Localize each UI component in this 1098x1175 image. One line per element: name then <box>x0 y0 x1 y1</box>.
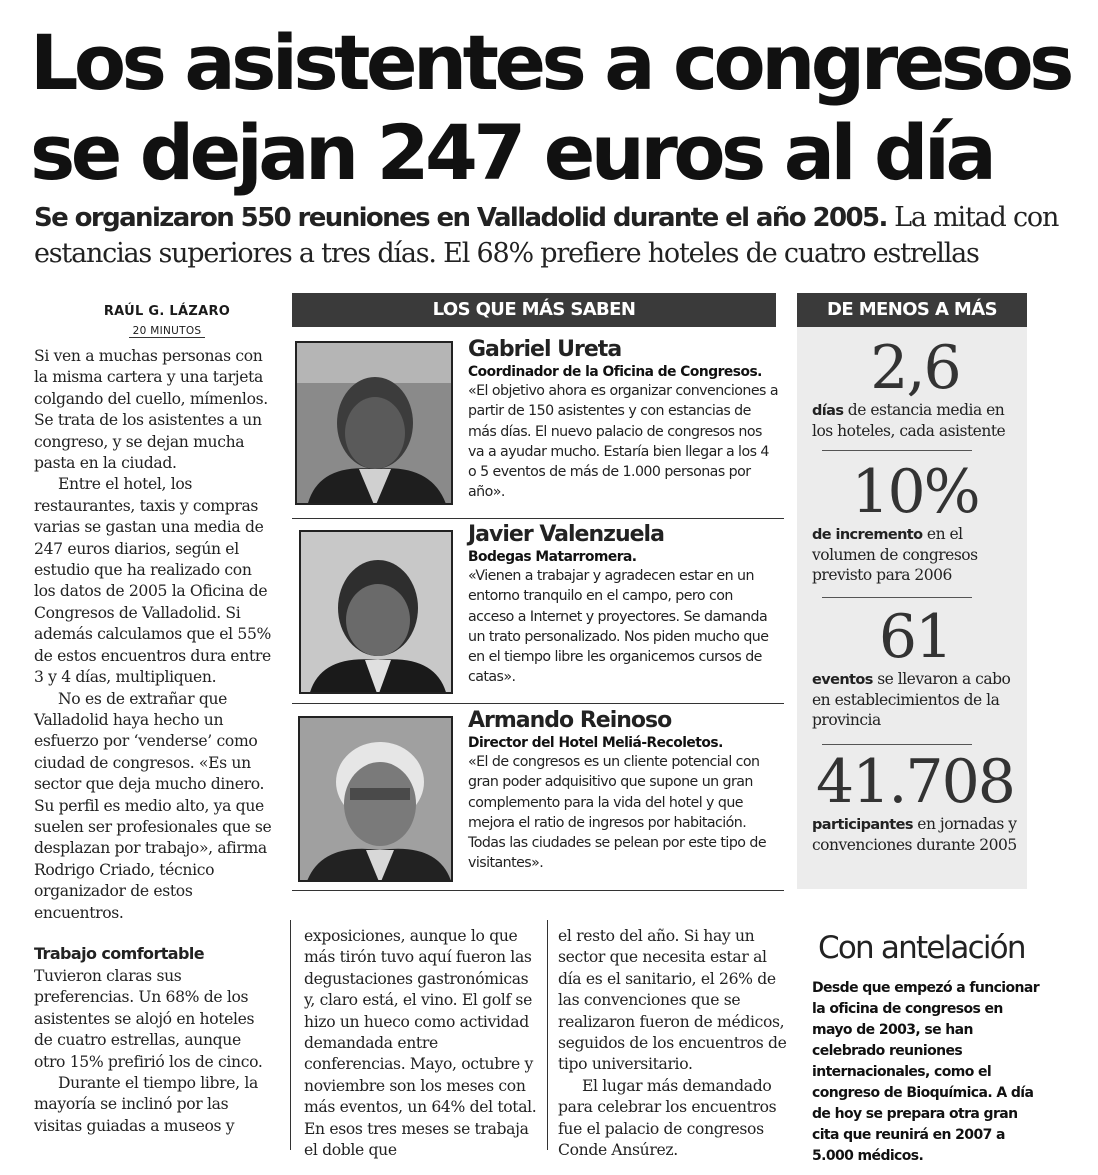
subheadline <box>34 200 1074 272</box>
stat-separator <box>822 450 972 451</box>
stat-bold: participantes <box>812 817 913 833</box>
expert-1 <box>468 337 780 503</box>
portrait-icon <box>297 343 453 505</box>
stat-2 <box>812 457 1018 585</box>
expert-separator <box>292 890 784 891</box>
headline-line-1: Los asistentes a congresos <box>30 18 1070 107</box>
stat-description <box>812 400 1018 441</box>
paragraph: No es de extrañar que Valladolid haya hecho un esfuerzo por ‘venderse’ como ciudad de congresos. «Es un sector que deja mucho dinero. Su perfil es medio alto, ya que suelen ser profesionales que se desplazan por trabajo», afirma Rodrigo Criado, técnico organizador de estos encuentros. <box>34 689 272 922</box>
stat-bold: de incremento <box>812 527 923 543</box>
expert-quote: «Vienen a trabajar y agradecen estar en un entorno tranquilo en el campo, pero con acceso a Internet y proyectores. Se damanda un trato personalizado. Nos piden mucho que en el tiempo libre les organicemos cursos de catas». <box>468 568 769 686</box>
stat-4 <box>812 747 1018 855</box>
stat-separator <box>822 597 972 598</box>
paragraph: exposiciones, aunque lo que más tirón tuvo aquí fueron las degustaciones gastronómicas y, claro está, el vino. El golf se hizo un hueco como actividad demandada entre conferencias. Mayo, octubre y noviembre son los meses con más eventos, un 64% del total. En esos tres meses se trabaja el doble que <box>304 927 537 1160</box>
sidebar-text: Desde que empezó a funcionar la oficina de congresos en mayo de 2003, se han celebrado reuniones internacionales, como el congreso de Bioquímica. A día de hoy se prepara otra gran cita que reunirá en 2007 a 5.000 médicos. <box>812 980 1040 1164</box>
stat-number: 10% <box>851 457 979 527</box>
stat-bold: eventos <box>812 672 873 688</box>
expert-role: Bodegas Matarromera. <box>468 549 637 565</box>
expert-quote: «El de congresos es un cliente potencial con gran poder adquisitivo que supone un gran complemento para la vida del hotel y que mejora el ratio de ingresos por habitación. Todas las ciudades se pelean por este tipo de visitantes». <box>468 754 767 872</box>
stats-bar: DE MENOS A MÁS <box>797 293 1027 327</box>
paragraph: el resto del año. Si hay un sector que necesita estar al día es el sanitario, el 26% de las convenciones que se realizaron fueron de médicos, seguidos de los encuentros de tipo universitario. <box>558 927 787 1074</box>
article-column-1 <box>34 346 272 1137</box>
headline <box>30 18 1070 198</box>
stat-number: 61 <box>878 602 952 672</box>
author: RAÚL G. LÁZARO <box>103 304 231 319</box>
stat-bold: días <box>812 403 844 419</box>
column-divider <box>547 920 548 1150</box>
article-column-3 <box>558 926 792 1161</box>
stat-number: 2,6 <box>870 333 960 403</box>
stat-description <box>812 669 1018 730</box>
expert-3 <box>468 708 780 874</box>
stat-1 <box>812 333 1018 441</box>
expert-role: Coordinador de la Oficina de Congresos. <box>468 364 762 380</box>
stat-text: en el volumen de congresos previsto para 2006 <box>812 525 978 584</box>
stat-number: 41.708 <box>816 747 1014 817</box>
article-column-2 <box>304 926 538 1161</box>
subhead-rest: La mitad con estancias superiores a tres días. El 68% prefiere hoteles de cuatro estrellas <box>34 202 1059 269</box>
expert-role: Director del Hotel Meliá-Recoletos. <box>468 735 723 751</box>
sidebar-title: Con antelación <box>818 930 1025 966</box>
stat-text: se llevaron a cabo en establecimientos de la provincia <box>812 670 1011 729</box>
paragraph: Si ven a muchas personas con la misma cartera y una tarjeta colgando del cuello, mímenlos. Se trata de los asistentes a un congreso, y se dejan mucha pasta en la ciudad. <box>34 347 268 473</box>
byline <box>92 304 242 338</box>
portrait-icon <box>300 718 453 882</box>
expert-quote: «El objetivo ahora es organizar convenciones a partir de 150 asistentes y con estancias de más días. El nuevo palacio de congresos nos va a ayudar mucho. Estaría bien llegar a los 4 o 5 eventos de más de 1.000 personas por año». <box>468 383 778 501</box>
expert-name: Armando Reinoso <box>468 708 672 733</box>
photo-armando-reinoso <box>298 716 453 882</box>
stat-separator <box>822 744 972 745</box>
stat-text: en jornadas y convenciones durante 2005 <box>812 815 1017 854</box>
subheading: Trabajo comfortable <box>34 943 204 963</box>
portrait-icon <box>301 532 453 694</box>
paragraph: Entre el hotel, los restaurantes, taxis y compras varias se gastan una media de 247 euros diarios, según el estudio que ha realizado con los datos de 2005 la Oficina de Congresos de Valladolid. Si además calculamos que el 55% de estos encuentros dura entre 3 y 4 días, multipliquen. <box>34 475 272 687</box>
headline-line-2: se dejan 247 euros al día <box>30 108 993 197</box>
expert-2 <box>468 522 780 688</box>
expert-separator <box>292 518 784 519</box>
expert-name: Javier Valenzuela <box>468 522 664 547</box>
stat-description <box>812 814 1018 855</box>
stat-3 <box>812 602 1018 730</box>
photo-gabriel-ureta <box>295 341 453 505</box>
stat-description <box>812 524 1018 585</box>
experts-bar: LOS QUE MÁS SABEN <box>292 293 776 327</box>
paragraph: Durante el tiempo libre, la mayoría se inclinó por las visitas guiadas a museos y <box>34 1074 258 1135</box>
photo-javier-valenzuela <box>299 530 453 694</box>
expert-name: Gabriel Ureta <box>468 337 622 362</box>
expert-separator <box>292 703 784 704</box>
outlet: 20 MINUTOS <box>129 325 206 338</box>
column-divider <box>290 920 291 1150</box>
paragraph: Tuvieron claras sus preferencias. Un 68% de los asistentes se alojó en hoteles de cuatro estrellas, aunque otro 15% prefirió los de cinco. <box>34 966 263 1071</box>
stat-text: de estancia media en los hoteles, cada asistente <box>812 401 1006 440</box>
subhead-bold: Se organizaron 550 reuniones en Valladolid durante el año 2005. <box>34 203 887 233</box>
paragraph: El lugar más demandado para celebrar los encuentros fue el palacio de congresos Conde Ansúrez. <box>558 1076 777 1160</box>
